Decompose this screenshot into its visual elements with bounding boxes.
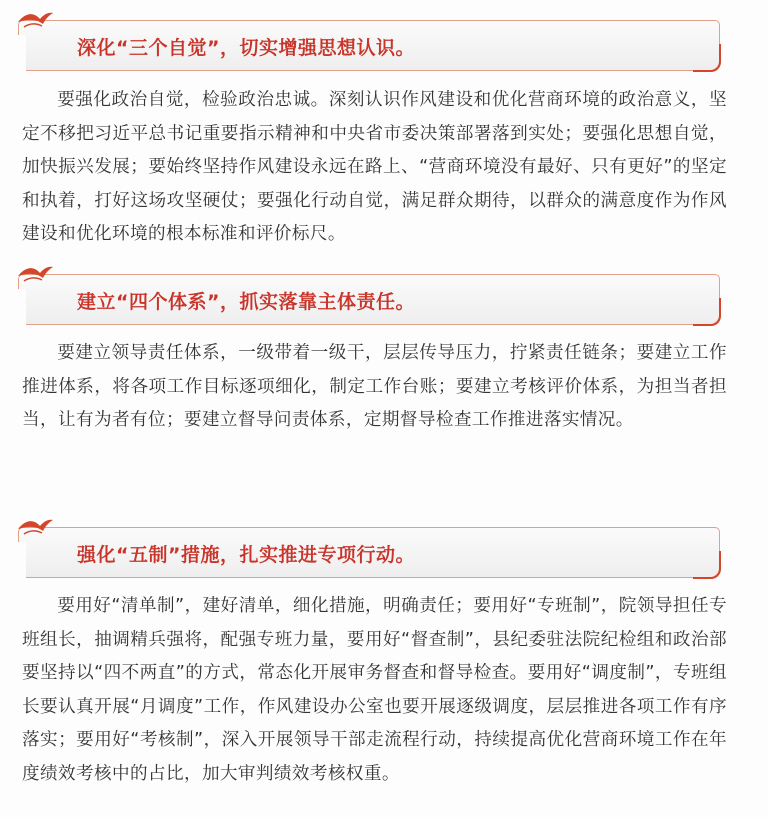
section-title: 建立“四个体系”，抓实落靠主体责任。: [77, 291, 415, 313]
section-header: [18, 527, 720, 578]
swallow-icon: [16, 262, 54, 284]
section-body: 要强化政治自觉，检验政治忠诚。深刻认识作风建设和优化营商环境的政治意义，坚定不移把习近平总书记重要指示精神和中央省市委决策部署落到实处；要强化思想自觉，加快振兴发展；要始终坚持作风建设永远在路上、“营商环境没有最好、只有更好”的坚定和执着，打好这场攻坚硬仗；要强化行动自觉，满足群众期待，以群众的满意度作为作风建设和优化环境的根本标准和评价标尺。: [22, 90, 727, 244]
section-title: 强化“五制”措施，扎实推进专项行动。: [77, 544, 415, 566]
section-body: 要用好“清单制”，建好清单，细化措施，明确责任；要用好“专班制”，院领导担任专班组长，抽调精兵强将，配强专班力量，要用好“督查制”，县纪委驻法院纪检组和政治部要坚持以“四不两直”的方式，常态化开展审务督查和督导检查。要用好“调度制”，专班组长要认真开展“月调度”工作，作风建设办公室也要开展逐级调度，层层推进各项工作有序落实；要用好“考核制”，深入开展领导干部走流程行动，持续提高优化营商环境工作在年度绩效考核中的占比，加大审判绩效考核权重。: [22, 596, 727, 784]
section-title: 深化“三个自觉”，切实增强思想认识。: [77, 37, 415, 59]
section-header: [18, 20, 720, 71]
swallow-icon: [16, 8, 54, 30]
section-body: 要建立领导责任体系，一级带着一级干，层层传导压力，拧紧责任链条；要建立工作推进体系，将各项工作目标逐项细化，制定工作台账；要建立考核评价体系，为担当者担当，让有为者有位；要建立督导问责体系，定期督导检查工作推进落实情况。: [22, 343, 727, 430]
section-header: [18, 274, 720, 325]
swallow-icon: [16, 515, 54, 537]
